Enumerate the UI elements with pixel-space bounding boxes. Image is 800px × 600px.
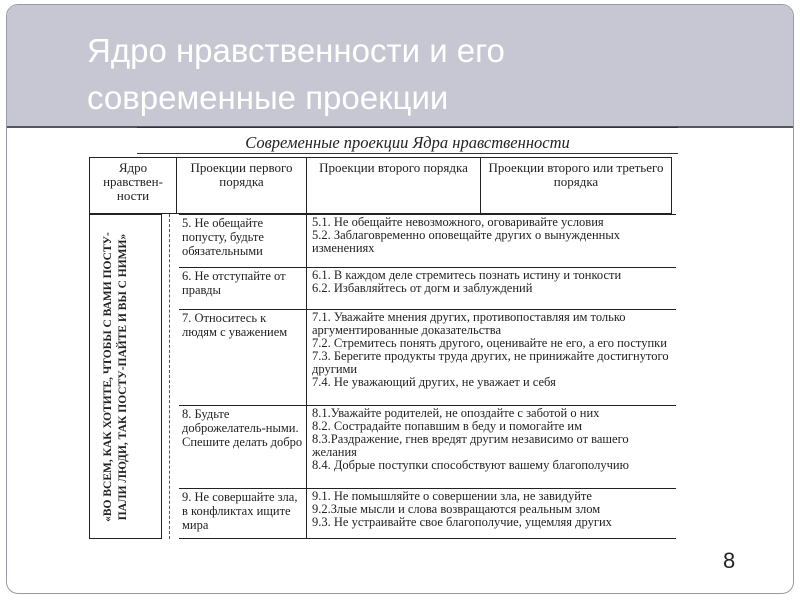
table-row — [179, 488, 676, 539]
header-core: Ядро нравствен-ности — [90, 158, 177, 213]
table-header — [89, 157, 672, 214]
header-third-order: Проекции второго или третьего порядка — [488, 160, 664, 189]
caption-text: Современные проекции Ядра нравственности — [245, 133, 570, 152]
first-order-cell: 8. Будьте доброжелатель-ными. Спешите делать добро — [179, 406, 307, 488]
projection-item: 7.3. Берегите продукты труда других, не принижайте достигнутого другими — [312, 349, 669, 376]
projection-item: 7.2. Стремитесь понять другого, оценивайте не его, а его поступки — [312, 336, 667, 350]
table-caption — [75, 125, 678, 155]
second-order-cell — [309, 215, 676, 267]
first-order-cell: 5. Не обещайте попусту, будьте обязательными — [179, 215, 307, 267]
second-order-cell — [309, 310, 676, 405]
first-order-cell: 7. Относитесь к людям с уважением — [179, 310, 307, 405]
projection-item: 8.1.Уважайте родителей, не опоздайте с заботой о них — [312, 406, 600, 420]
title-line-1: Ядро нравственности и его — [87, 32, 505, 69]
projection-item: 9.2.Злые мысли и слова возвращаются реальным злом — [312, 502, 601, 516]
projection-item: 8.3.Раздражение, гнев вредят другим независимо от вашего желания — [312, 432, 629, 459]
first-order-cell: 6. Не отступайте от правды — [179, 268, 307, 309]
projection-item: 5.2. Заблаговременно оповещайте других о вынужденных изменениях — [312, 228, 620, 255]
slide-frame — [6, 4, 794, 594]
projection-item: 7.1. Уважайте мнения других, противопоставляя им только аргументированные доказательства — [312, 310, 626, 337]
page-number: 8 — [723, 548, 736, 573]
scanned-table-image — [75, 125, 678, 545]
table-row — [179, 214, 676, 267]
second-order-cell — [309, 406, 676, 488]
header-second-order: Проекции второго порядка — [307, 158, 481, 213]
caption-bottom-rule — [137, 153, 678, 154]
projection-item: 7.4. Не уважающий других, не уважает и себя — [312, 375, 556, 389]
table-row — [179, 309, 676, 405]
core-column — [89, 214, 162, 539]
table-row — [179, 267, 676, 309]
slide-header — [7, 5, 793, 126]
first-order-cell: 9. Не совершайте зла, в конфликтах ищите мира — [179, 489, 307, 538]
table-body — [89, 214, 676, 539]
title-line-2: современные проекции — [87, 79, 449, 116]
projection-item: 9.3. Не устраивайте свое благополучие, ущемляя других — [312, 515, 612, 529]
column-separator — [169, 214, 178, 539]
slide-title — [87, 27, 727, 121]
core-text: «ВО ВСЕМ, КАК ХОТИТЕ, ЧТОБЫ С ВАМИ ПОСТУ-ПАЛИ ЛЮДИ, ТАК ПОСТУ-ПАЙТЕ И ВЫ С НИМИ» — [102, 232, 129, 522]
projection-item: 5.1. Не обещайте невозможного, оговаривайте условия — [312, 215, 604, 229]
projection-item: 8.4. Добрые поступки способствуют вашему благополучию — [312, 458, 629, 472]
second-order-cell — [309, 489, 676, 538]
projection-item: 6.1. В каждом деле стремитесь познать истину и тонкости — [312, 268, 622, 282]
projection-item: 9.1. Не помышляйте о совершении зла, не завидуйте — [312, 489, 592, 503]
projection-item: 6.2. Избавляйтесь от догм и заблуждений — [312, 281, 533, 295]
caption-top-rule — [137, 127, 678, 128]
header-first-order: Проекции первого порядка — [177, 158, 307, 213]
projection-item: 8.2. Сострадайте попавшим в беду и помогайте им — [312, 419, 583, 433]
table-row — [179, 405, 676, 488]
second-order-cell — [309, 268, 676, 309]
